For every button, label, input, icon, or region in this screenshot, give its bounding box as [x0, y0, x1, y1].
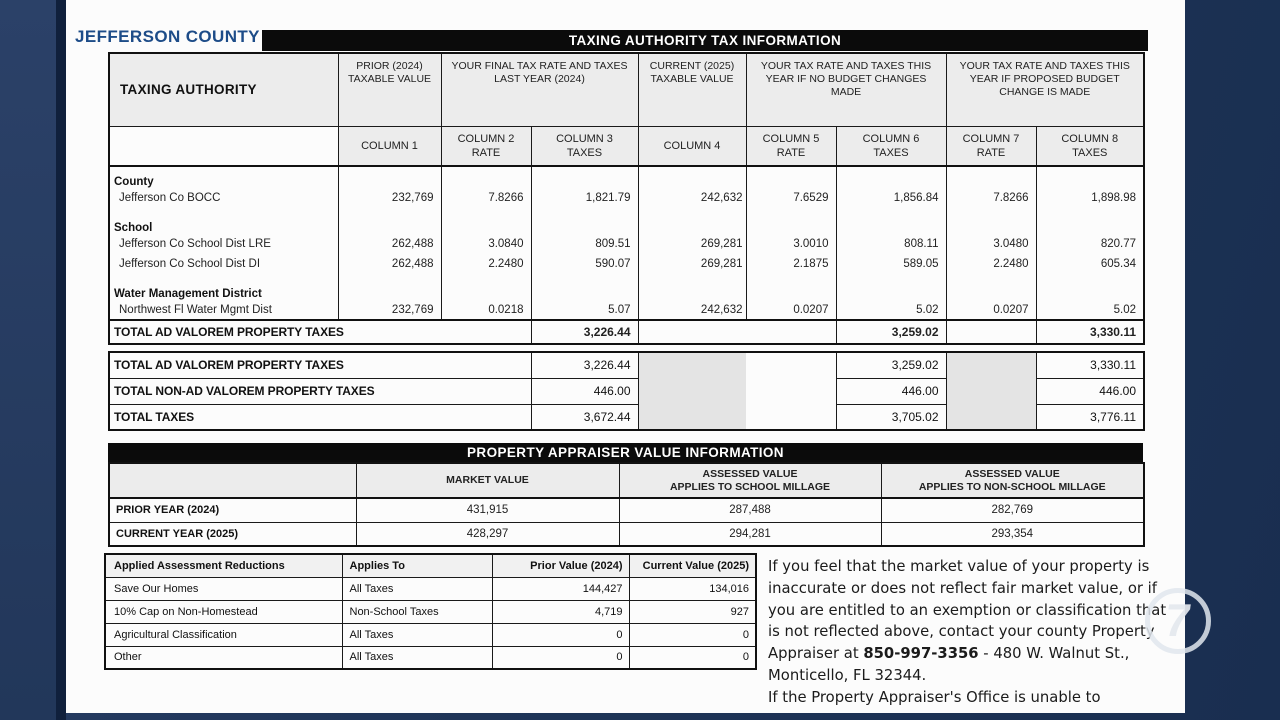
notice-text — [768, 556, 1168, 709]
appraiser-value-table — [108, 462, 1145, 547]
total-ad-valorem-row: TOTAL AD VALOREM PROPERTY TAXES 3,226.44 3,259.02 3,330.11 — [109, 320, 1144, 344]
assessed-nonschool-header: ASSESSED VALUE APPLIES TO NON-SCHOOL MILLAGE — [881, 463, 1144, 498]
group-row-water: Water Management District — [109, 274, 1144, 300]
reduction-row-10pct-cap: 10% Cap on Non-Homestead Non-School Taxes 4,719 927 — [105, 600, 756, 623]
assessed-school-header: ASSESSED VALUE APPLIES TO SCHOOL MILLAGE — [619, 463, 881, 498]
appraiser-phone-number: 850-997-3356 — [863, 645, 979, 663]
tax-info-title: TAXING AUTHORITY TAX INFORMATION — [568, 33, 842, 48]
group-row-county: County — [109, 166, 1144, 188]
proposed-budget-header: YOUR TAX RATE AND TAXES THIS YEAR IF PROPOSED BUDGET CHANGE IS MADE — [946, 53, 1144, 126]
authority-row-bocc: Jefferson Co BOCC 232,769 7.8266 1,821.79 242,632 7.6529 1,856.84 7.8266 1,898.98 — [109, 188, 1144, 208]
column-7-header: COLUMN 7 RATE — [946, 126, 1036, 166]
appraiser-title: PROPERTY APPRAISER VALUE INFORMATION — [467, 445, 784, 460]
authority-row-school-lre: Jefferson Co School Dist LRE 262,488 3.0840 809.51 269,281 3.0010 808.11 3.0480 820.77 — [109, 234, 1144, 254]
final-last-year-header: YOUR FINAL TAX RATE AND TAXES LAST YEAR (2024) — [441, 53, 638, 126]
market-value-header: MARKET VALUE — [356, 463, 619, 498]
column-1-header: COLUMN 1 — [338, 126, 441, 166]
appraiser-header-row — [109, 463, 1144, 498]
totals-row-total-taxes: TOTAL TAXES 3,672.44 3,705.02 3,776.11 — [109, 404, 1144, 430]
taxing-authority-header: TAXING AUTHORITY — [109, 53, 338, 126]
column-header-row — [109, 126, 1144, 166]
left-navy-band — [0, 0, 56, 720]
appraiser-header-bar — [108, 443, 1143, 462]
reductions-applies-header: Applies To — [342, 554, 492, 577]
totals-row-ad-valorem: TOTAL AD VALOREM PROPERTY TAXES 3,226.44 3,259.02 3,330.11 — [109, 352, 1144, 378]
reductions-name-header: Applied Assessment Reductions — [105, 554, 342, 577]
notice-paragraph-1: If you feel that the market value of your property is inaccurate or does not reflect fair market value, or if you are entitled to an exemption or classification that is not reflected above, contact your county Property Appraiser at 850-997-3356 - 480 W. Walnut St., Monticello, FL 32344. — [768, 558, 1167, 684]
column-5-header: COLUMN 5 RATE — [746, 126, 836, 166]
authority-row-school-di: Jefferson Co School Dist DI 262,488 2.2480 590.07 269,281 2.1875 589.05 2.2480 605.34 — [109, 254, 1144, 274]
group-header-row — [109, 53, 1144, 126]
column-header-spacer — [109, 126, 338, 166]
taxing-authority-table — [108, 52, 1145, 345]
channel-7-icon: 7 — [1161, 593, 1195, 646]
reductions-header-row — [105, 554, 756, 577]
totals-summary-box — [108, 351, 1145, 431]
reductions-table — [104, 553, 757, 670]
column-8-header: COLUMN 8 TAXES — [1036, 126, 1144, 166]
column-4-header: COLUMN 4 — [638, 126, 746, 166]
no-budget-header: YOUR TAX RATE AND TAXES THIS YEAR IF NO BUDGET CHANGES MADE — [746, 53, 946, 126]
notice-paragraph-2: If the Property Appraiser's Office is unable to — [768, 688, 1101, 706]
totals-row-non-ad-valorem: TOTAL NON-AD VALOREM PROPERTY TAXES 446.00 446.00 446.00 — [109, 378, 1144, 404]
blank-gap — [746, 352, 836, 430]
reduction-row-agricultural: Agricultural Classification All Taxes 0 0 — [105, 623, 756, 646]
reduction-row-other: Other All Taxes 0 0 — [105, 646, 756, 669]
county-label: JEFFERSON COUNTY — [75, 27, 260, 46]
appraiser-row-prior-year: PRIOR YEAR (2024) 431,915 287,488 282,769 — [109, 498, 1144, 522]
station-logo — [1145, 588, 1211, 654]
reductions-current-header: Current Value (2025) — [629, 554, 756, 577]
current-value-header: CURRENT (2025) TAXABLE VALUE — [638, 53, 746, 126]
left-dark-seam — [56, 0, 66, 720]
shaded-gap — [946, 352, 1036, 430]
reduction-row-save-our-homes: Save Our Homes All Taxes 144,427 134,016 — [105, 577, 756, 600]
column-3-header: COLUMN 3 TAXES — [531, 126, 638, 166]
appraiser-row-current-year: CURRENT YEAR (2025) 428,297 294,281 293,354 — [109, 522, 1144, 546]
tax-info-header-bar — [262, 30, 1148, 51]
prior-value-header: PRIOR (2024) TAXABLE VALUE — [338, 53, 441, 126]
group-row-school: School — [109, 208, 1144, 234]
appraiser-header-spacer — [109, 463, 356, 498]
shaded-gap — [638, 352, 746, 430]
column-6-header: COLUMN 6 TAXES — [836, 126, 946, 166]
reductions-prior-header: Prior Value (2024) — [492, 554, 629, 577]
column-2-header: COLUMN 2 RATE — [441, 126, 531, 166]
authority-row-nw-water: Northwest Fl Water Mgmt Dist 232,769 0.0218 5.07 242,632 0.0207 5.02 0.0207 5.02 — [109, 300, 1144, 320]
tax-notice-document — [66, 0, 1185, 713]
